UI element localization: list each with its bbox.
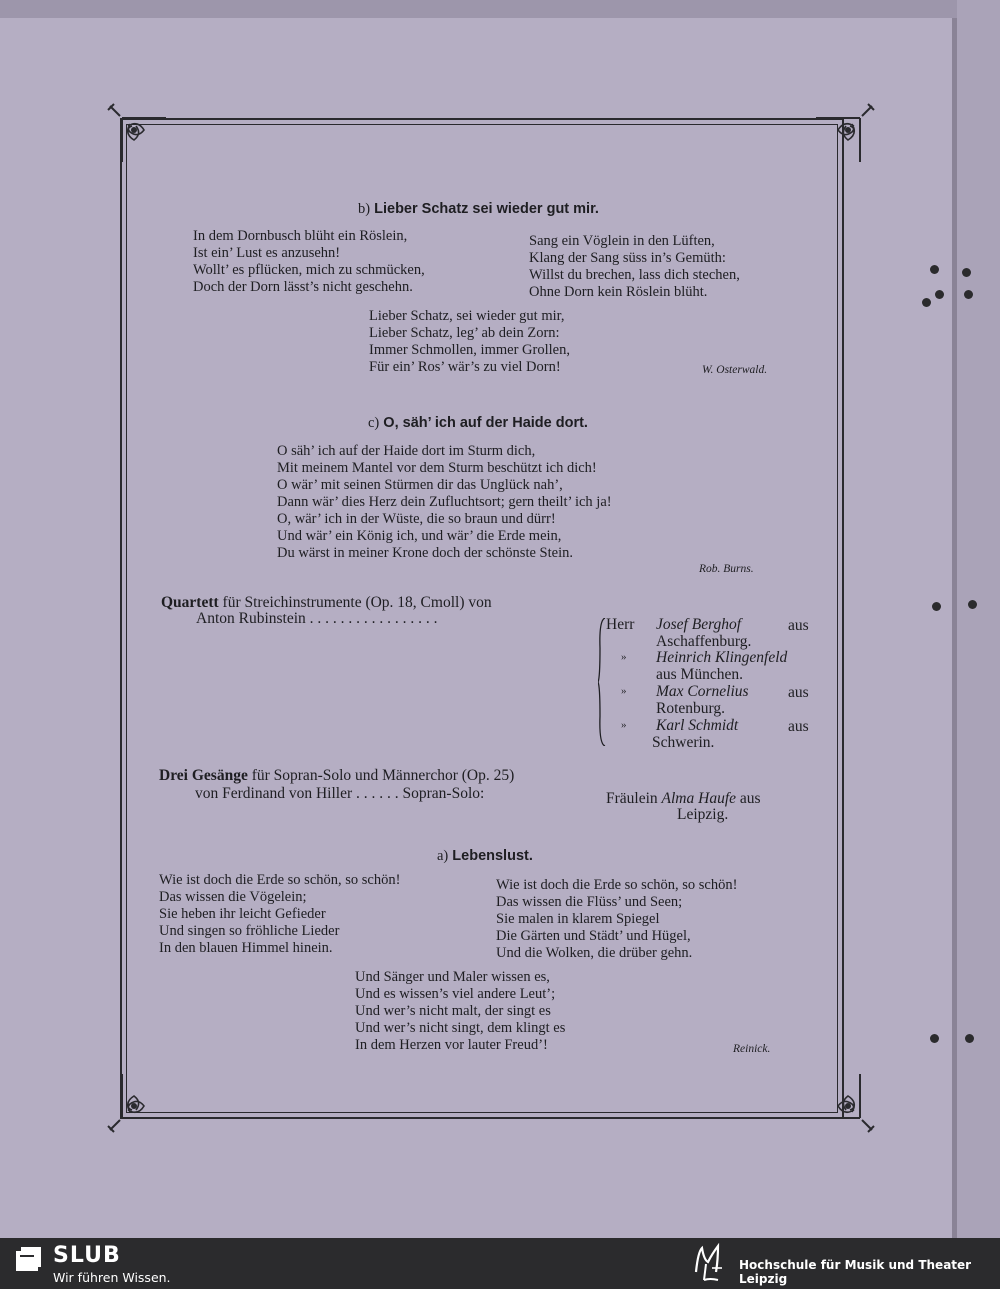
performer-aus: aus <box>788 718 809 735</box>
verse-line: Dann wär’ dies Herz dein Zufluchtsort; gern theilt’ ich ja! <box>277 494 612 510</box>
performer-prefix: » <box>621 651 627 663</box>
performer-name: Max Cornelius <box>656 683 749 700</box>
verse-line: Sie malen in klarem Spiegel <box>496 911 660 927</box>
verse-line: Wie ist doch die Erde so schön, so schön! <box>496 877 738 893</box>
leader-dots: . . . . . . <box>356 785 399 802</box>
refrain-line: Und Sänger und Maler wissen es, <box>355 969 550 985</box>
piece-title: Drei Gesänge <box>159 767 248 784</box>
poet-credit: Rob. Burns. <box>699 563 754 575</box>
performer-prefix: » <box>621 719 627 731</box>
corner-ornament-icon <box>104 1066 174 1136</box>
performer-name: Josef Berghof <box>656 616 742 633</box>
refrain-line: Immer Schmollen, immer Grollen, <box>369 342 570 358</box>
performer-name: Heinrich Klingenfeld <box>656 649 788 666</box>
verse-line: O säh’ ich auf der Haide dort im Sturm dich, <box>277 443 536 459</box>
composer-line <box>195 785 484 803</box>
composer-line <box>196 610 438 628</box>
verse-line: Mit meinem Mantel vor dem Sturm beschützt ich dich! <box>277 460 597 476</box>
verse-line: Du wärst in meiner Krone doch der schönste Stein. <box>277 545 573 561</box>
verse-line: Die Gärten und Städt’ und Hügel, <box>496 928 691 944</box>
adjacent-page-strip <box>957 0 1000 1238</box>
performer-prefix: » <box>621 685 627 697</box>
performer-place: Aschaffenburg. <box>656 633 752 650</box>
verse-line: Sang ein Vöglein in den Lüften, <box>529 233 715 249</box>
slub-logo-icon[interactable] <box>14 1245 44 1273</box>
verse-line: Das wissen die Vögelein; <box>159 889 307 905</box>
verse-line: O, wär’ ich in der Wüste, die so braun und dürr! <box>277 511 556 527</box>
verse-line: Willst du brechen, lass dich stechen, <box>529 267 740 283</box>
verse-line: Das wissen die Flüss’ und Seen; <box>496 894 683 910</box>
performer-prefix: Fräulein <box>606 790 658 807</box>
binding-hole <box>962 268 971 277</box>
verse-line: In dem Dornbusch blüht ein Röslein, <box>193 228 408 244</box>
corner-ornament-icon <box>104 100 174 170</box>
page-top-edge <box>0 0 1000 18</box>
section-c-heading <box>368 415 588 432</box>
binding-hole <box>935 290 944 299</box>
performer-name: Alma Haufe <box>661 790 737 807</box>
performer-prefix: Herr <box>606 616 635 633</box>
refrain-line: In dem Herzen vor lauter Freud’! <box>355 1037 548 1053</box>
section-marker: b) <box>358 201 371 217</box>
poet-credit: W. Osterwald. <box>702 364 768 376</box>
brace-icon <box>598 618 606 746</box>
verse-line: O wär’ mit seinen Stürmen dir das Unglück nah’, <box>277 477 563 493</box>
verse-line: Und singen so fröhliche Lieder <box>159 923 340 939</box>
section-marker: a) <box>437 848 449 864</box>
performer-aus: aus <box>788 617 809 634</box>
section-a-heading <box>437 848 533 865</box>
refrain-line: Und wer’s nicht malt, der singt es <box>355 1003 551 1019</box>
refrain-line: Für ein’ Ros’ wär’s zu viel Dorn! <box>369 359 561 375</box>
poet-credit: Reinick. <box>733 1043 771 1055</box>
verse-line: Sie heben ihr leicht Gefieder <box>159 906 326 922</box>
piece-description: für Sopran-Solo und Männerchor (Op. 25) <box>251 767 515 784</box>
piece-title: Quartett <box>161 594 219 611</box>
corner-ornament-icon <box>808 1066 878 1136</box>
binding-hole <box>930 265 939 274</box>
verse-line: In den blauen Himmel hinein. <box>159 940 333 956</box>
composer-name: Anton Rubinstein <box>196 610 306 627</box>
verse-line: Und die Wolken, die drüber gehn. <box>496 945 693 961</box>
hmt-logo-icon[interactable] <box>692 1242 728 1284</box>
institution-name[interactable]: Hochschule für Musik und Theater Leipzig <box>739 1258 972 1286</box>
performer-place: Rotenburg. <box>656 700 726 717</box>
refrain-line: Lieber Schatz, sei wieder gut mir, <box>369 308 565 324</box>
library-tagline: Wir führen Wissen. <box>53 1270 171 1285</box>
binding-hole <box>964 290 973 299</box>
program-item-gesaenge <box>159 767 514 785</box>
section-marker: c) <box>368 415 380 431</box>
song-title: Lebenslust. <box>452 848 533 864</box>
song-title: Lieber Schatz sei wieder gut mir. <box>374 201 599 217</box>
binding-hole <box>968 600 977 609</box>
section-b-heading <box>358 201 599 218</box>
piece-description: für Streichinstrumente (Op. 18, Cmoll) von <box>222 594 492 611</box>
binding-hole <box>932 602 941 611</box>
role-label: Sopran-Solo: <box>402 785 485 802</box>
performer-aus: aus <box>788 684 809 701</box>
verse-line: Klang der Sang süss in’s Gemüth: <box>529 250 726 266</box>
verse-line: Und wär’ ein König ich, und wär’ die Erde mein, <box>277 528 562 544</box>
performer-aus: aus <box>739 790 761 807</box>
binding-hole <box>965 1034 974 1043</box>
verse-line: Ist ein’ Lust es anzusehn! <box>193 245 341 261</box>
leader-dots: . . . . . . . . . . . . . . . . . <box>309 610 438 627</box>
song-title: O, säh’ ich auf der Haide dort. <box>383 415 588 431</box>
verse-line: Doch der Dorn lässt’s nicht geschehn. <box>193 279 413 295</box>
performer-place: Leipzig. <box>677 806 729 823</box>
refrain-line: Und es wissen’s viel andere Leut’; <box>355 986 556 1002</box>
binding-hole <box>922 298 931 307</box>
corner-ornament-icon <box>808 100 878 170</box>
refrain-line: Lieber Schatz, leg’ ab dein Zorn: <box>369 325 560 341</box>
composer-name: von Ferdinand von Hiller <box>195 785 353 802</box>
refrain-line: Und wer’s nicht singt, dem klingt es <box>355 1020 566 1036</box>
performer-place: aus München. <box>656 666 743 683</box>
performer-place: Schwerin. <box>652 734 715 751</box>
library-name[interactable]: SLUB <box>53 1243 121 1268</box>
verse-line: Wollt’ es pflücken, mich zu schmücken, <box>193 262 425 278</box>
verse-line: Wie ist doch die Erde so schön, so schön! <box>159 872 401 888</box>
verse-line: Ohne Dorn kein Röslein blüht. <box>529 284 708 300</box>
binding-hole <box>930 1034 939 1043</box>
performer-name: Karl Schmidt <box>656 717 739 734</box>
